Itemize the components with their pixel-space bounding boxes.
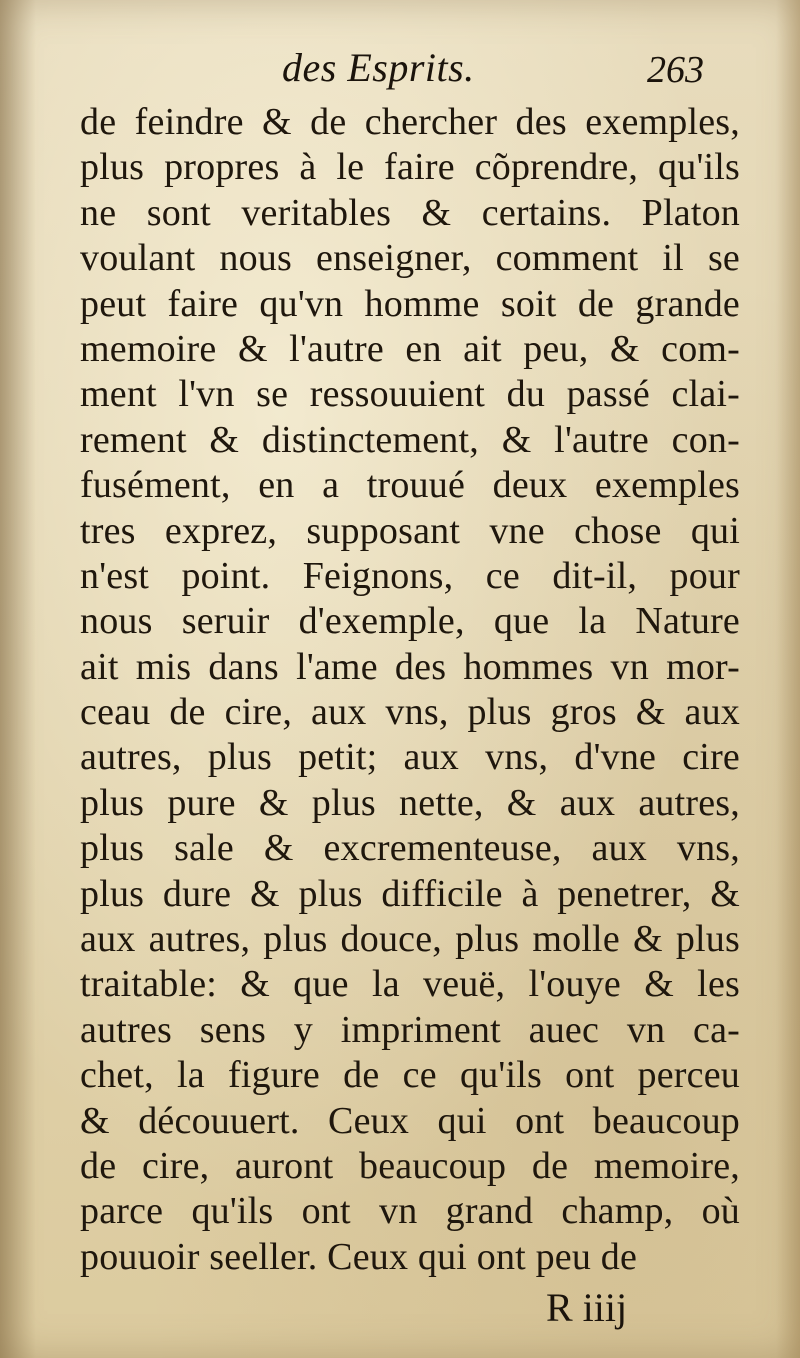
page-edge xyxy=(776,0,800,1358)
text-line: peut faire qu'vn homme soit de grande xyxy=(80,282,740,325)
text-line: autres, plus petit; aux vns, d'vne cire xyxy=(80,736,740,779)
text-line: fusément, en a trouué deux exemples xyxy=(80,464,740,507)
text-line: autres sens y impriment auec vn ca- xyxy=(80,1008,740,1051)
body-text xyxy=(80,100,740,1280)
gutter-shadow xyxy=(0,0,36,1358)
text-line: ceau de cire, aux vns, plus gros & aux xyxy=(80,691,740,734)
text-line: ment l'vn se ressouuient du passé clai- xyxy=(80,373,740,416)
text-line: aux autres, plus douce, plus molle & plus xyxy=(80,918,740,961)
signature-mark: R iiij xyxy=(546,1285,628,1330)
text-line: nous seruir d'exemple, que la Nature xyxy=(80,600,740,643)
text-line: & découuert. Ceux qui ont beaucoup xyxy=(80,1099,740,1142)
text-line: plus dure & plus difficile à penetrer, & xyxy=(80,872,740,915)
text-line: parce qu'ils ont vn grand champ, où xyxy=(80,1190,740,1233)
text-line: memoire & l'autre en ait peu, & com- xyxy=(80,327,740,370)
text-line: tres exprez, supposant vne chose qui xyxy=(80,509,740,552)
text-line: plus propres à le faire cõprendre, qu'ils xyxy=(80,146,740,189)
running-head: des Esprits. xyxy=(282,45,475,90)
text-line: n'est point. Feignons, ce dit-il, pour xyxy=(80,554,740,597)
text-line: ait mis dans l'ame des hommes vn mor- xyxy=(80,645,740,688)
text-line: plus pure & plus nette, & aux autres, xyxy=(80,781,740,824)
text-line: chet, la figure de ce qu'ils ont perceu xyxy=(80,1054,740,1097)
text-line: ne sont veritables & certains. Platon xyxy=(80,191,740,234)
text-line: de cire, auront beaucoup de memoire, xyxy=(80,1144,740,1187)
text-line: plus sale & excrementeuse, aux vns, xyxy=(80,827,740,870)
text-line: de feindre & de chercher des exemples, xyxy=(80,101,740,143)
text-line: pouuoir seeller. Ceux qui ont peu de xyxy=(80,1235,638,1278)
page-number: 263 xyxy=(647,49,704,91)
text-line: rement & distinctement, & l'autre con- xyxy=(80,418,740,461)
text-line: traitable: & que la veuë, l'ouye & les xyxy=(80,963,740,1006)
text-line: voulant nous enseigner, comment il se xyxy=(80,237,740,280)
